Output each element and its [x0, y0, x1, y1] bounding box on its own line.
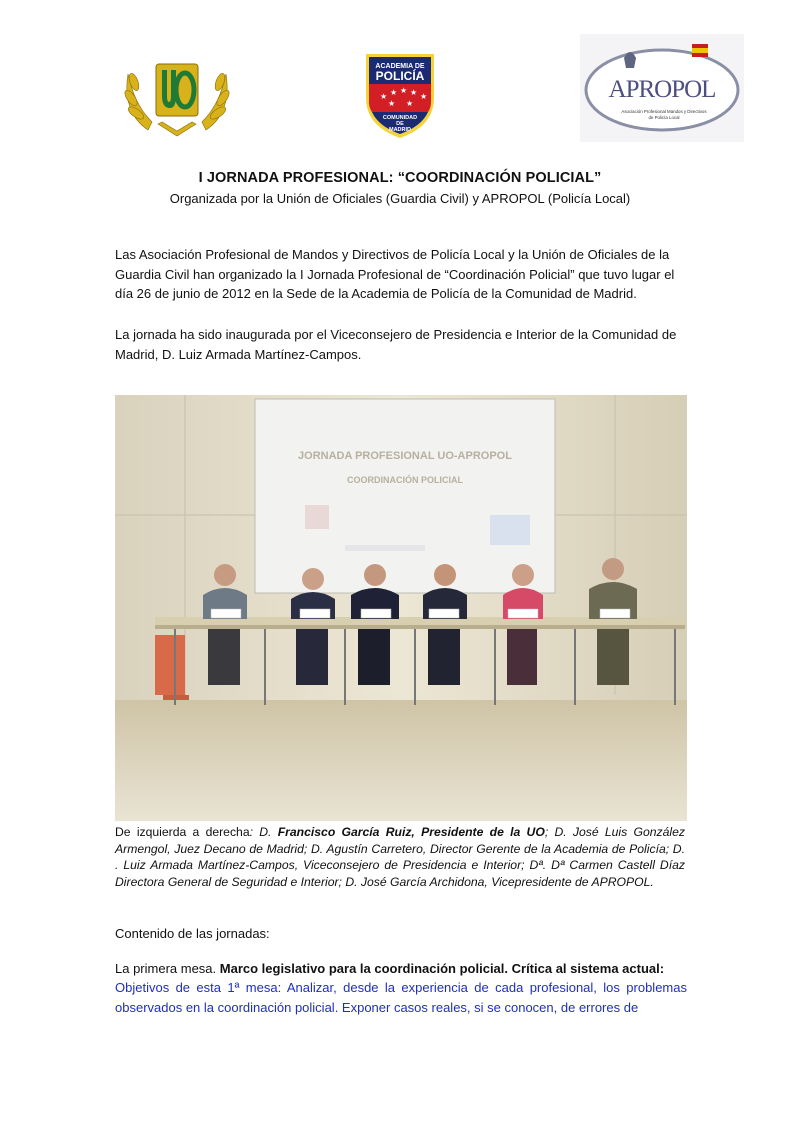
union-oficiales-logo — [118, 52, 236, 138]
photo-caption: De izquierda a derecha: D. Francisco García Ruiz, Presidente de la UO; D. José Luis González Armengol, Juez Decano de Madrid; D. Agustín Carretero, Director Gerente de la Academia de Policía; D. . Luiz Armada Martínez-Campos, Viceconsejero de Presidencia e Interior; Dª. Dª Carmen Castell Díaz Directora General de Seguridad e Interior; D. José García Archidona, Vicepresidente de APROPOL. — [115, 825, 685, 889]
intro-paragraph: Las Asociación Profesional de Mandos y Directivos de Policía Local y la Unión de Oficiales de la Guardia Civil han organizado la I Jornada Profesional de “Coordinación Policial” que tuvo lugar el día 26 de junio de 2012 en la Sede de la Academia de Policía de la Comunidad de Madrid. — [115, 247, 675, 301]
apropol-wordmark: APROPOL — [608, 76, 716, 103]
screen-line1: JORNADA PROFESIONAL UO-APROPOL — [298, 450, 512, 462]
svg-text:★: ★ — [420, 92, 428, 101]
svg-text:★: ★ — [390, 88, 398, 97]
contents-heading: Contenido de las jornadas: — [115, 926, 270, 941]
svg-text:★: ★ — [406, 99, 414, 108]
svg-text:★: ★ — [410, 88, 418, 97]
inauguration-paragraph: La jornada ha sido inaugurada por el Viceconsejero de Presidencia e Interior de la Comunidad de Madrid, D. Luiz Armada Martínez-Campos. — [115, 327, 677, 362]
apropol-logo — [580, 34, 744, 142]
objectives-paragraph: Objetivos de esta 1ª mesa: Analizar, desde la experiencia de cada profesional, los problemas observados en la coordinación policial. Exponer casos reales, si se conocen, de errores de — [115, 980, 687, 1015]
document-subtitle: Organizada por la Unión de Oficiales (Guardia Civil) y APROPOL (Policía Local) — [169, 191, 631, 206]
screen-line2: COORDINACIÓN POLICIAL — [347, 475, 463, 485]
svg-text:DE: DE — [396, 121, 404, 127]
svg-text:de Policía Local: de Policía Local — [648, 115, 680, 120]
document-title: I JORNADA PROFESIONAL: “COORDINACIÓN POLICIAL” — [198, 170, 602, 186]
svg-text:★: ★ — [400, 86, 408, 95]
first-table-title: Marco legislativo para la coordinación policial. Crítica al sistema actual: — [219, 961, 665, 976]
svg-text:MADRID: MADRID — [389, 127, 411, 133]
academia-line1: ACADEMIA DE — [375, 63, 425, 70]
academia-line2: POLICÍA — [375, 69, 425, 83]
first-table-heading: La primera mesa. Marco legislativo para la coordinación policial. Crítica al sistema actual: — [115, 961, 665, 976]
svg-text:★: ★ — [388, 99, 396, 108]
svg-text:★: ★ — [380, 92, 388, 101]
svg-text:Asociación Profesional Mandos: Asociación Profesional Mandos y Directivos — [621, 109, 707, 114]
caption-highlight: Francisco García Ruiz, Presidente de la UO — [277, 825, 545, 839]
academia-line3: COMUNIDAD — [382, 115, 418, 121]
event-photo — [115, 395, 687, 821]
academia-policia-logo — [360, 48, 440, 140]
